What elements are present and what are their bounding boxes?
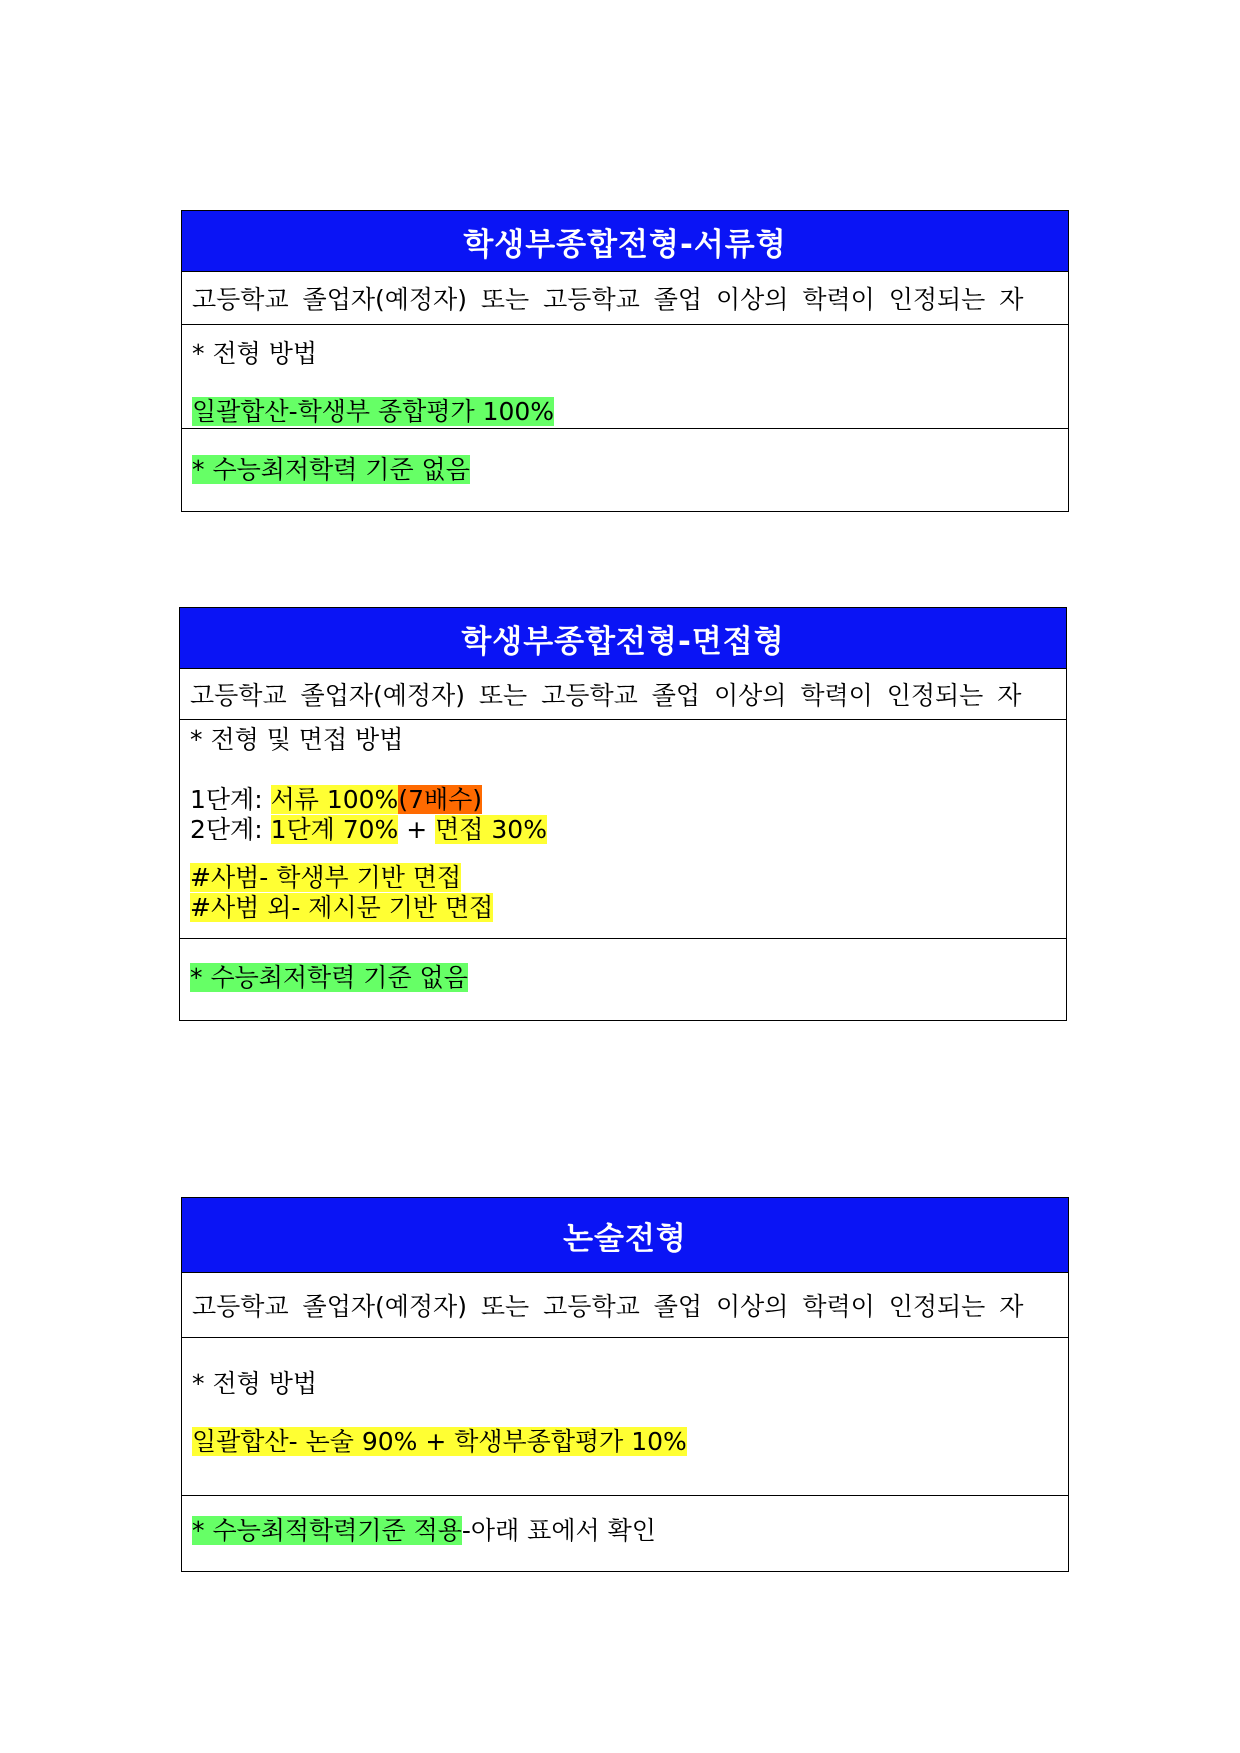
- stage1-line: [190, 785, 1056, 815]
- csat-note-highlight: * 수능최적학력기준 적용: [192, 1516, 462, 1545]
- method-heading: * 전형 방법: [192, 1369, 317, 1398]
- csat-row: [180, 939, 1066, 1020]
- qualification-text: 고등학교 졸업자(예정자) 또는 고등학교 졸업 이상의 학력이 인정되는 자: [190, 681, 1022, 710]
- stage2-label: 2단계:: [190, 815, 271, 844]
- method-heading: * 전형 및 면접 방법: [190, 725, 404, 754]
- stage2-value-2: 면접 30%: [435, 815, 547, 844]
- interview-note-1-line: [190, 863, 1056, 893]
- section-document-screening: [181, 210, 1069, 512]
- method-row: [182, 325, 1068, 429]
- section-title: 학생부종합전형-면접형: [180, 608, 1066, 669]
- stage2-plus: +: [398, 815, 436, 844]
- csat-row: [182, 429, 1068, 511]
- method-highlight: 일괄합산- 논술 90% + 학생부종합평가 10%: [192, 1427, 687, 1456]
- stage2-value-1: 1단계 70%: [270, 815, 399, 844]
- csat-note: * 수능최저학력 기준 없음: [190, 963, 468, 992]
- stage1-multiple: (7배수): [398, 785, 483, 814]
- qualification-text: 고등학교 졸업자(예정자) 또는 고등학교 졸업 이상의 학력이 인정되는 자: [192, 1292, 1024, 1321]
- stage2-line: [190, 815, 1056, 845]
- csat-row: [182, 1496, 1068, 1571]
- csat-note-rest: -아래 표에서 확인: [461, 1516, 656, 1545]
- method-highlight: 일괄합산-학생부 종합평가 100%: [192, 397, 555, 426]
- csat-line: [192, 1516, 1058, 1546]
- method-line: [192, 1427, 1058, 1457]
- csat-line: [190, 963, 1056, 993]
- method-heading: * 전형 방법: [192, 339, 317, 368]
- qualification-row: [180, 669, 1066, 720]
- method-row: [182, 1338, 1068, 1496]
- qualification-text: 고등학교 졸업자(예정자) 또는 고등학교 졸업 이상의 학력이 인정되는 자: [192, 285, 1024, 314]
- stage1-value: 서류 100%: [270, 785, 399, 814]
- section-title: 논술전형: [182, 1198, 1068, 1273]
- interview-note-2: #사범 외- 제시문 기반 면접: [190, 893, 494, 922]
- section-interview: [179, 607, 1067, 1021]
- section-title: 학생부종합전형-서류형: [182, 211, 1068, 272]
- method-line: [192, 397, 1058, 427]
- qualification-row: [182, 272, 1068, 325]
- stage1-label: 1단계:: [190, 785, 271, 814]
- qualification-row: [182, 1273, 1068, 1338]
- method-row: [180, 720, 1066, 939]
- csat-note: * 수능최저학력 기준 없음: [192, 455, 470, 484]
- interview-note-2-line: [190, 893, 1056, 923]
- csat-line: [192, 455, 1058, 485]
- interview-note-1: #사범- 학생부 기반 면접: [190, 863, 462, 892]
- section-essay: [181, 1197, 1069, 1572]
